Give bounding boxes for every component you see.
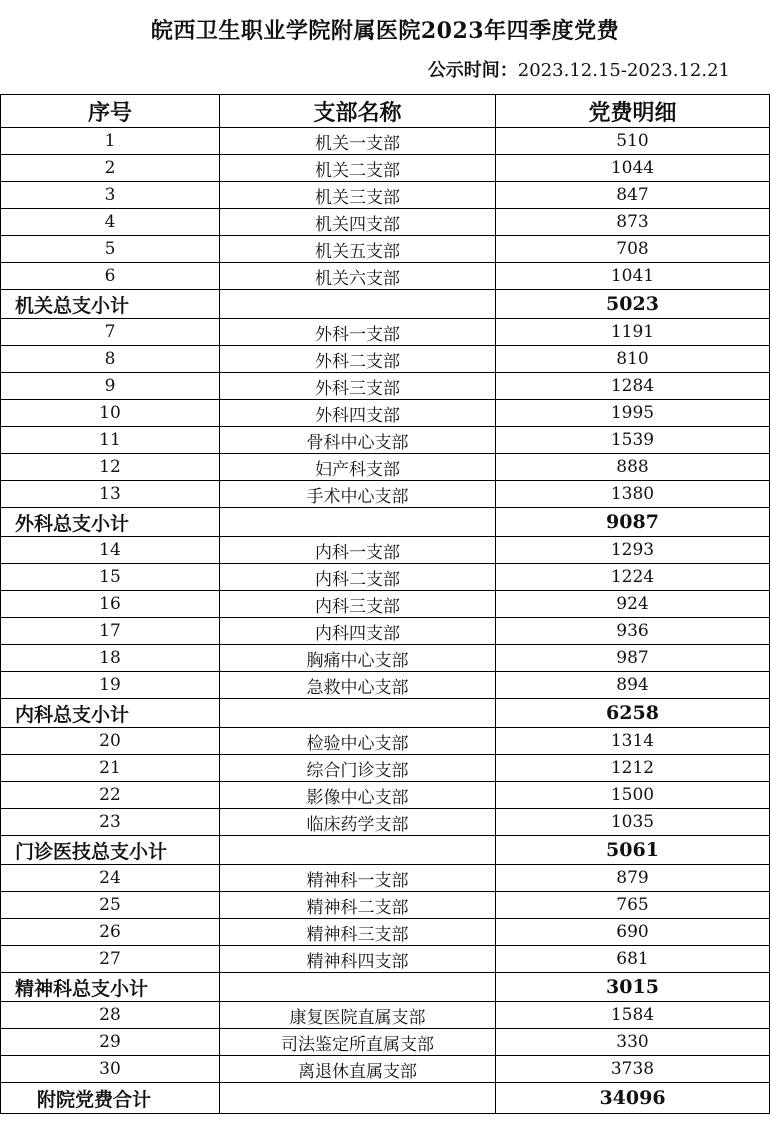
row-branch-name: 手术中心支部 xyxy=(220,481,496,508)
row-dues-amount: 888 xyxy=(496,454,770,481)
row-dues-amount: 765 xyxy=(496,892,770,919)
subtotal-row xyxy=(1,699,770,728)
table-row xyxy=(1,728,770,755)
row-branch-name: 胸痛中心支部 xyxy=(220,645,496,672)
grand-total-value: 34096 xyxy=(496,1083,770,1114)
row-branch-name: 检验中心支部 xyxy=(220,728,496,755)
row-branch-name: 综合门诊支部 xyxy=(220,755,496,782)
row-dues-amount: 1224 xyxy=(496,564,770,591)
subtotal-value: 6258 xyxy=(496,699,770,728)
row-index: 21 xyxy=(1,755,220,782)
row-index: 17 xyxy=(1,618,220,645)
row-index: 3 xyxy=(1,182,220,209)
table-body xyxy=(1,128,770,1114)
table-row xyxy=(1,919,770,946)
table-row xyxy=(1,672,770,699)
row-branch-name: 司法鉴定所直属支部 xyxy=(220,1029,496,1056)
subtotal-row xyxy=(1,290,770,319)
table-row xyxy=(1,946,770,973)
table-row xyxy=(1,454,770,481)
row-branch-name: 机关三支部 xyxy=(220,182,496,209)
table-row xyxy=(1,892,770,919)
row-index: 25 xyxy=(1,892,220,919)
publish-period xyxy=(428,56,730,82)
header-dues: 党费明细 xyxy=(496,95,770,128)
table-row xyxy=(1,236,770,263)
table-row xyxy=(1,564,770,591)
table-row xyxy=(1,537,770,564)
row-dues-amount: 987 xyxy=(496,645,770,672)
row-index: 12 xyxy=(1,454,220,481)
row-dues-amount: 708 xyxy=(496,236,770,263)
row-index: 13 xyxy=(1,481,220,508)
row-dues-amount: 3738 xyxy=(496,1056,770,1083)
row-branch-name: 骨科中心支部 xyxy=(220,427,496,454)
table-row xyxy=(1,1002,770,1029)
row-index: 4 xyxy=(1,209,220,236)
row-branch-name: 内科一支部 xyxy=(220,537,496,564)
row-index: 10 xyxy=(1,400,220,427)
grand-total-empty-cell xyxy=(220,1083,496,1114)
row-branch-name: 精神科四支部 xyxy=(220,946,496,973)
row-branch-name: 精神科一支部 xyxy=(220,865,496,892)
row-dues-amount: 681 xyxy=(496,946,770,973)
table-row xyxy=(1,263,770,290)
row-index: 24 xyxy=(1,865,220,892)
row-dues-amount: 1539 xyxy=(496,427,770,454)
table-row xyxy=(1,755,770,782)
row-index: 19 xyxy=(1,672,220,699)
row-index: 9 xyxy=(1,373,220,400)
row-dues-amount: 936 xyxy=(496,618,770,645)
table-row xyxy=(1,591,770,618)
row-branch-name: 内科四支部 xyxy=(220,618,496,645)
row-index: 30 xyxy=(1,1056,220,1083)
row-dues-amount: 690 xyxy=(496,919,770,946)
row-dues-amount: 847 xyxy=(496,182,770,209)
row-dues-amount: 1212 xyxy=(496,755,770,782)
row-dues-amount: 1041 xyxy=(496,263,770,290)
row-index: 27 xyxy=(1,946,220,973)
row-dues-amount: 873 xyxy=(496,209,770,236)
row-dues-amount: 810 xyxy=(496,346,770,373)
subtotal-row xyxy=(1,973,770,1002)
table-row xyxy=(1,155,770,182)
row-dues-amount: 1044 xyxy=(496,155,770,182)
row-index: 5 xyxy=(1,236,220,263)
table-row xyxy=(1,128,770,155)
subtotal-empty-cell xyxy=(220,508,496,537)
row-branch-name: 妇产科支部 xyxy=(220,454,496,481)
row-dues-amount: 1035 xyxy=(496,809,770,836)
subtotal-label: 门诊医技总支小计 xyxy=(1,836,220,865)
row-index: 18 xyxy=(1,645,220,672)
row-index: 15 xyxy=(1,564,220,591)
row-index: 16 xyxy=(1,591,220,618)
table-row xyxy=(1,209,770,236)
publish-value: 2023.12.15-2023.12.21 xyxy=(517,60,730,81)
row-dues-amount: 1995 xyxy=(496,400,770,427)
row-dues-amount: 510 xyxy=(496,128,770,155)
publish-label: 公示时间： xyxy=(427,60,518,81)
subtotal-row xyxy=(1,836,770,865)
subtotal-empty-cell xyxy=(220,290,496,319)
subtotal-label: 内科总支小计 xyxy=(1,699,220,728)
subtotal-label: 精神科总支小计 xyxy=(1,973,220,1002)
row-dues-amount: 1191 xyxy=(496,319,770,346)
row-index: 26 xyxy=(1,919,220,946)
dues-table xyxy=(0,94,770,1114)
grand-total-row xyxy=(1,1083,770,1114)
row-index: 14 xyxy=(1,537,220,564)
row-dues-amount: 330 xyxy=(496,1029,770,1056)
table-row xyxy=(1,346,770,373)
row-index: 1 xyxy=(1,128,220,155)
row-branch-name: 精神科二支部 xyxy=(220,892,496,919)
row-index: 11 xyxy=(1,427,220,454)
row-branch-name: 机关四支部 xyxy=(220,209,496,236)
table-header-row xyxy=(1,95,770,128)
table-row xyxy=(1,400,770,427)
subtotal-row xyxy=(1,508,770,537)
row-dues-amount: 1284 xyxy=(496,373,770,400)
table-row xyxy=(1,481,770,508)
row-index: 28 xyxy=(1,1002,220,1029)
row-index: 6 xyxy=(1,263,220,290)
row-branch-name: 康复医院直属支部 xyxy=(220,1002,496,1029)
row-branch-name: 精神科三支部 xyxy=(220,919,496,946)
row-branch-name: 外科一支部 xyxy=(220,319,496,346)
row-index: 22 xyxy=(1,782,220,809)
row-dues-amount: 1500 xyxy=(496,782,770,809)
row-branch-name: 急救中心支部 xyxy=(220,672,496,699)
subtotal-value: 5061 xyxy=(496,836,770,865)
row-dues-amount: 1293 xyxy=(496,537,770,564)
title-block xyxy=(0,0,770,94)
row-branch-name: 机关六支部 xyxy=(220,263,496,290)
row-branch-name: 机关五支部 xyxy=(220,236,496,263)
row-dues-amount: 894 xyxy=(496,672,770,699)
row-branch-name: 外科三支部 xyxy=(220,373,496,400)
subtotal-empty-cell xyxy=(220,836,496,865)
grand-total-label: 附院党费合计 xyxy=(1,1083,220,1114)
row-branch-name: 影像中心支部 xyxy=(220,782,496,809)
subtotal-value: 3015 xyxy=(496,973,770,1002)
row-index: 29 xyxy=(1,1029,220,1056)
header-branch: 支部名称 xyxy=(220,95,496,128)
header-index: 序号 xyxy=(1,95,220,128)
subtotal-label: 机关总支小计 xyxy=(1,290,220,319)
row-index: 7 xyxy=(1,319,220,346)
table-row xyxy=(1,373,770,400)
page-title: 皖西卫生职业学院附属医院2023年四季度党费 xyxy=(150,18,620,44)
row-dues-amount: 1584 xyxy=(496,1002,770,1029)
subtotal-value: 5023 xyxy=(496,290,770,319)
row-index: 8 xyxy=(1,346,220,373)
row-branch-name: 离退休直属支部 xyxy=(220,1056,496,1083)
row-branch-name: 机关一支部 xyxy=(220,128,496,155)
row-branch-name: 外科四支部 xyxy=(220,400,496,427)
table-row xyxy=(1,182,770,209)
subtotal-value: 9087 xyxy=(496,508,770,537)
row-index: 2 xyxy=(1,155,220,182)
row-branch-name: 内科二支部 xyxy=(220,564,496,591)
table-row xyxy=(1,427,770,454)
row-dues-amount: 1314 xyxy=(496,728,770,755)
row-branch-name: 机关二支部 xyxy=(220,155,496,182)
row-dues-amount: 1380 xyxy=(496,481,770,508)
row-dues-amount: 879 xyxy=(496,865,770,892)
table-row xyxy=(1,1056,770,1083)
subtotal-label: 外科总支小计 xyxy=(1,508,220,537)
table-row xyxy=(1,319,770,346)
row-branch-name: 外科二支部 xyxy=(220,346,496,373)
table-row xyxy=(1,782,770,809)
row-dues-amount: 924 xyxy=(496,591,770,618)
table-row xyxy=(1,618,770,645)
row-index: 23 xyxy=(1,809,220,836)
row-index: 20 xyxy=(1,728,220,755)
subtotal-empty-cell xyxy=(220,973,496,1002)
table-row xyxy=(1,809,770,836)
row-branch-name: 临床药学支部 xyxy=(220,809,496,836)
table-row xyxy=(1,865,770,892)
subtotal-empty-cell xyxy=(220,699,496,728)
table-row xyxy=(1,645,770,672)
table-row xyxy=(1,1029,770,1056)
row-branch-name: 内科三支部 xyxy=(220,591,496,618)
